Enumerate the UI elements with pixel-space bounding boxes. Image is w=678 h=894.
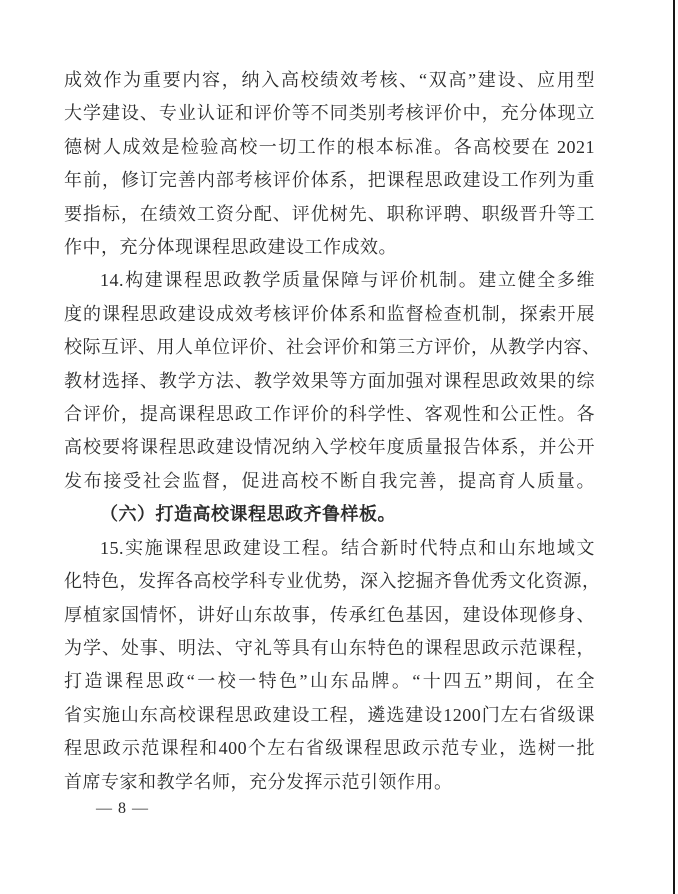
- text-line: （六）打造高校课程思政齐鲁样板。: [100, 504, 396, 525]
- document-text-block: [64, 64, 601, 799]
- text-line: 为学、处事、明法、守礼等具有山东特色的课程思政示范课程，: [64, 637, 595, 658]
- text-line: 年前，修订完善内部考核评价体系，把课程思政建设工作列为重: [64, 170, 595, 191]
- text-line: 要指标，在绩效工资分配、评优树先、职称评聘、职级晋升等工: [64, 203, 595, 224]
- text-line: 高校要将课程思政建设情况纳入学校年度质量报告体系，并公开: [64, 437, 595, 458]
- text-line: 度的课程思政建设成效考核评价体系和监督检查机制，探索开展: [64, 303, 595, 324]
- scan-edge-line: [673, 0, 675, 894]
- text-line: 15.实施课程思政建设工程。结合新时代特点和山东地域文: [100, 537, 595, 558]
- text-line: 合评价，提高课程思政工作评价的科学性、客观性和公正性。各: [64, 404, 595, 425]
- text-line: 教材选择、教学方法、教学效果等方面加强对课程思政效果的综: [64, 370, 595, 391]
- text-line: 省实施山东高校课程思政建设工程，遴选建设1200门左右省级课: [64, 704, 595, 725]
- text-line: 程思政示范课程和400个左右省级课程思政示范专业，选树一批: [64, 738, 595, 759]
- text-line: 厚植家国情怀，讲好山东故事，传承红色基因，建设体现修身、: [64, 604, 595, 625]
- text-line: 化特色，发挥各高校学科专业优势，深入挖掘齐鲁优秀文化资源，: [64, 571, 601, 592]
- text-line: 大学建设、专业认证和评价等不同类别考核评价中，充分体现立: [64, 103, 595, 124]
- text-line: 14.构建课程思政教学质量保障与评价机制。建立健全多维: [100, 270, 595, 291]
- page-number: — 8 —: [96, 800, 149, 817]
- text-line: 校际互评、用人单位评价、社会评价和第三方评价，从教学内容、: [64, 337, 601, 358]
- text-line: 成效作为重要内容，纳入高校绩效考核、“双高”建设、应用型: [64, 70, 595, 90]
- text-line: 德树人成效是检验高校一切工作的根本标准。各高校要在 2021: [64, 136, 595, 157]
- text-line: 打造课程思政“一校一特色”山东品牌。“十四五”期间，在全: [64, 671, 595, 692]
- text-line: 首席专家和教学名师，充分发挥示范引领作用。: [64, 771, 453, 792]
- text-line: 作中，充分体现课程思政建设工作成效。: [64, 237, 397, 258]
- text-line: 发布接受社会监督，促进高校不断自我完善，提高育人质量。: [64, 470, 595, 491]
